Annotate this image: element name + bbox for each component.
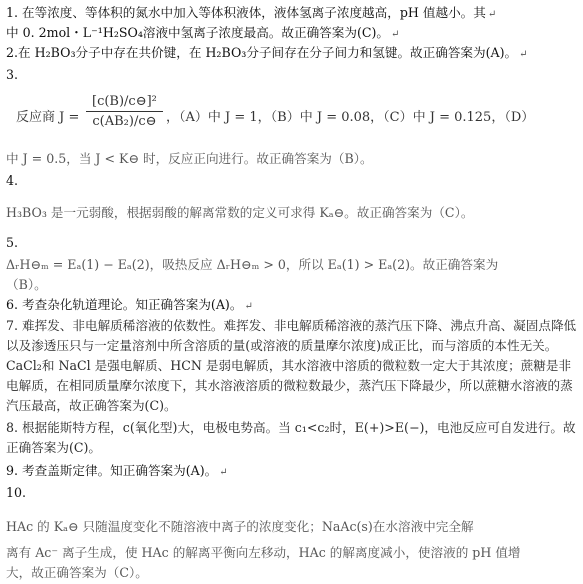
- paragraph-mark-icon: ↵: [391, 29, 400, 40]
- answer-6: 6. 考查杂化轨道理论。知正确答案为(A)。 ↵: [6, 297, 253, 312]
- answer-10-line-3: 大，故正确答案为（C）。: [6, 565, 148, 580]
- formula-tail: ，（A）中 J = 1，（B）中 J = 0.08，（C）中 J = 0.125，（D）: [166, 110, 535, 125]
- answer-10-number: 10.: [6, 485, 27, 500]
- answer-3-number: 3.: [6, 67, 19, 82]
- answer-1-line-1: 1. 在等浓度、等体积的氮水中加入等体积液体，液体氢离子浓度越高，pH 值越小。其 ↵: [6, 5, 497, 20]
- answer-1-line-2: 中 0. 2mol・L⁻¹H₂SO₄溶液中氢离子浓度最高。故正确答案为(C)。 ↵: [6, 25, 400, 40]
- paragraph-mark-icon: ↵: [487, 9, 497, 20]
- answer-3-conclusion: 中 J = 0.5，当 J < K⊖ 时，反应正向进行。故正确答案为（B）。: [6, 151, 373, 166]
- answer-8: 8. 根据能斯特方程，c(氧化型)大，电极电势高。当 c₁<c₂时，E(+)>E(−)，电池反应可自发进行。故正确答案为(C)。: [6, 420, 576, 455]
- answer-10-line-2: 离有 Ac⁻ 离子生成，使 HAc 的解离平衡向左移动，HAc 的解离度减小，使溶液的 pH 值增: [6, 545, 521, 560]
- answer-7: 7. 难挥发、非电解质稀溶液的依数性。难挥发、非电解质稀溶液的蒸汽压下降、沸点升高、凝固点降低以及渗透压只与一定量溶剂中所含溶质的量(或溶液的质量摩尔浓度)成正比，而与溶质的本性无关。CaCl₂和 NaCl 是强电解质、HCN 是弱电解质，其水溶液中溶质的微粒数一定大于其浓度；蔗糖是非电解质，在相同质量摩尔浓度下，其水溶液溶质的微粒数最少，蒸汽压下降最少，所以蔗糖水溶液的蒸汽压最高，故正确答案为(C)。: [6, 318, 577, 413]
- answer-9: 9. 考查盖斯定律。知正确答案为(A)。 ↵: [6, 463, 228, 478]
- answer-10-line-1: HAc 的 Kₐ⊖ 只随温度变化不随溶液中离子的浓度变化；NaAc(s)在水溶液中完全解: [6, 519, 474, 534]
- answer-4-text: H₃BO₃ 是一元弱酸，根据弱酸的解离常数的定义可求得 Kₐ⊖。故正确答案为（C）。: [6, 205, 474, 220]
- answer-5-text: ΔᵣH⊖ₘ = Eₐ(1) − Eₐ(2)，吸热反应 ΔᵣH⊖ₘ > 0，所以 Eₐ(1) > Eₐ(2)。故正确答案为: [6, 257, 499, 272]
- answer-5-number: 5.: [6, 235, 19, 250]
- paragraph-mark-icon: ↵: [519, 49, 528, 60]
- fraction: [86, 92, 163, 131]
- paragraph-mark-icon: ↵: [244, 301, 253, 312]
- answer-5-text-cont: （B）。: [6, 277, 47, 292]
- answer-4-number: 4.: [6, 173, 19, 188]
- fraction-denominator: c(AB₂)/c⊖: [92, 114, 157, 129]
- paragraph-mark-icon: ↵: [219, 467, 228, 478]
- fraction-numerator: [c(B)/c⊖]²: [86, 92, 163, 112]
- formula-lead: 反应商 J =: [16, 110, 80, 125]
- answer-2: 2.在 H₂BO₃分子中存在共价键，在 H₂BO₃分子间存在分子间力和氢键。故正确答案为(A)。 ↵: [6, 45, 528, 60]
